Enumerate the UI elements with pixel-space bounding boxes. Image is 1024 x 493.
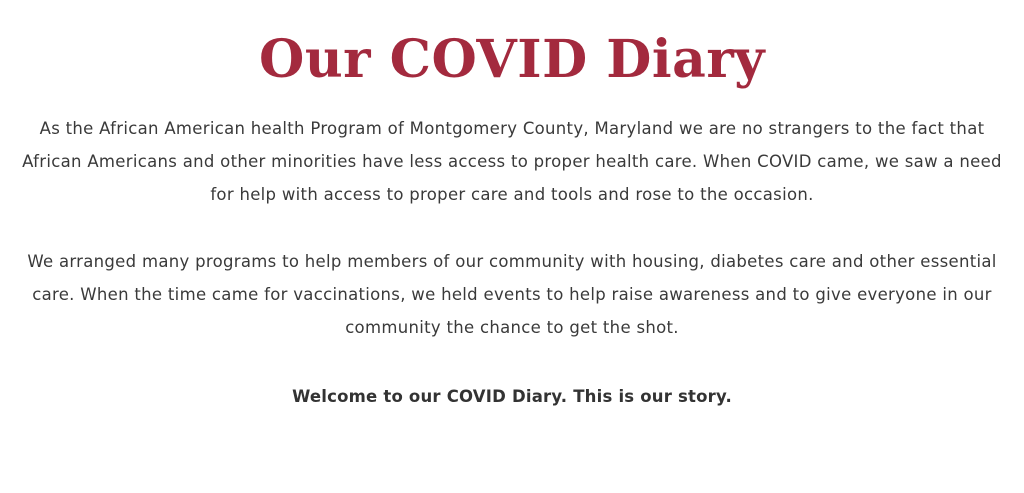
page-title: Our COVID Diary [259,29,765,90]
welcome-statement: Welcome to our COVID Diary. This is our story. [292,387,732,406]
intro-paragraph-1: As the African American health Program of Montgomery County, Maryland we are no strangers to the fact that African Americans and other minorities have less access to proper health care. When COVID came, we saw a need for help with access to proper care and tools and rose to the occasion. [22,119,1002,204]
intro-paragraph-2: We arranged many programs to help members of our community with housing, diabetes care and other essential care. When the time came for vaccinations, we held events to help raise awareness and to give everyone in our community the chance to get the shot. [27,252,997,337]
